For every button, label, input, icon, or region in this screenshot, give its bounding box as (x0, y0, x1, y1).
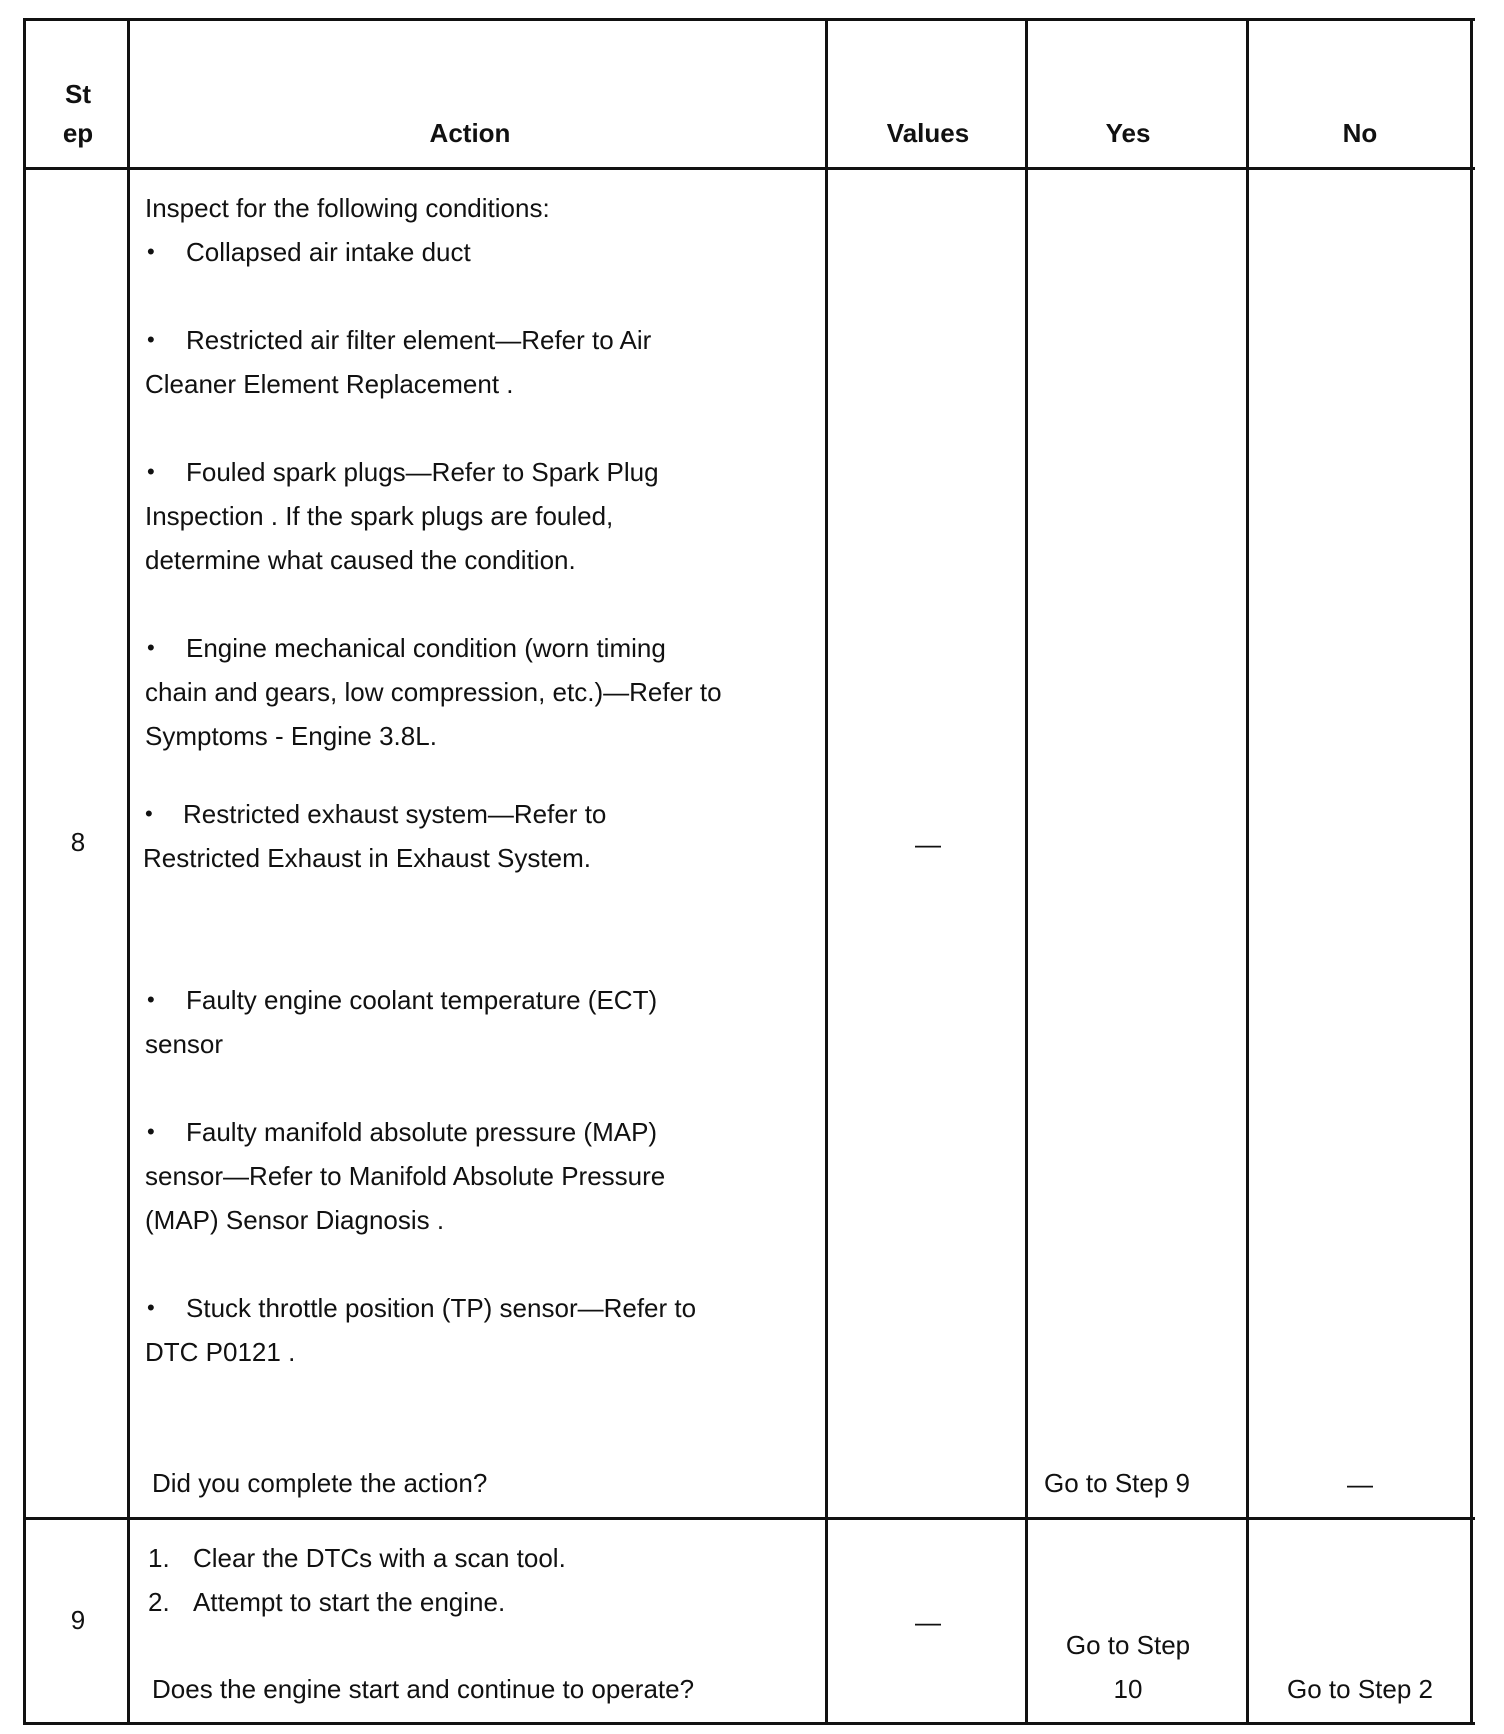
row-8-bullet-2-line-2: Cleaner Element Replacement . (145, 369, 514, 399)
row-8-bullet-2-line-1: Restricted air filter element—Refer to Air (186, 325, 652, 355)
row-9-values: — (915, 1607, 941, 1637)
row-8-values: — (915, 829, 941, 859)
row-8-bullet-7-line-2: sensor—Refer to Manifold Absolute Pressure (145, 1161, 666, 1191)
row-8-bullet-4-line-2: chain and gears, low compression, etc.)—Refer to (145, 677, 722, 707)
row-8-bullet-4-line-1: Engine mechanical condition (worn timing (186, 633, 666, 663)
row-9-yes-line-2: 10 (1113, 1674, 1143, 1704)
bullet-icon: • (147, 987, 155, 1012)
row-8-yes: Go to Step 9 (1044, 1468, 1190, 1498)
row-8-bullet-3-line-2: Inspection . If the spark plugs are fouled, (145, 501, 614, 531)
bullet-icon: • (147, 1119, 155, 1144)
row-8-bullet-5-line-1: Restricted exhaust system—Refer to (183, 799, 607, 829)
row-8-bullet-6-line-1: Faulty engine coolant temperature (ECT) (186, 985, 658, 1015)
row-8-question: Did you complete the action? (152, 1468, 488, 1498)
bullet-icon: • (147, 459, 155, 484)
row-9-yes-line-1: Go to Step (1065, 1630, 1191, 1660)
row-8-bullet-5-line-2: Restricted Exhaust in Exhaust System. (143, 843, 591, 873)
row-9-item-2-text: Attempt to start the engine. (193, 1587, 506, 1617)
row-8-bullet-1-line-1: Collapsed air intake duct (186, 237, 471, 267)
bullet-icon: • (147, 239, 155, 264)
row-8-bullet-7-line-3: (MAP) Sensor Diagnosis . (145, 1205, 445, 1235)
row-9-no: Go to Step 2 (1287, 1674, 1433, 1704)
bullet-icon: • (147, 1295, 155, 1320)
header-divider (23, 167, 1475, 170)
row-8-bullet-6-line-2: sensor (145, 1029, 224, 1059)
row-8-bullet-8-line-1: Stuck throttle position (TP) sensor—Refer to (186, 1293, 697, 1323)
table-border-top (23, 18, 1475, 21)
row-9-step: 9 (70, 1605, 86, 1635)
row-9-item-2-number: 2. (148, 1587, 170, 1617)
table-border-left (23, 18, 26, 1725)
column-divider-action (825, 18, 828, 1725)
column-divider-step (127, 18, 130, 1725)
row-8-no: — (1347, 1469, 1373, 1499)
bullet-icon: • (147, 327, 155, 352)
bullet-icon: • (145, 801, 153, 826)
row-9-item-1-text: Clear the DTCs with a scan tool. (193, 1543, 566, 1573)
row-8-bullet-3-line-3: determine what caused the condition. (145, 545, 576, 575)
row-9-question: Does the engine start and continue to operate? (152, 1674, 695, 1704)
column-divider-values (1025, 18, 1028, 1725)
header-no: No (1342, 118, 1378, 148)
row-divider (23, 1517, 1475, 1520)
row-8-bullet-8-line-2: DTC P0121 . (145, 1337, 296, 1367)
header-action: Action (429, 118, 511, 148)
header-step-line1: St (65, 79, 91, 109)
header-yes: Yes (1105, 118, 1151, 148)
row-8-bullet-4-line-3: Symptoms - Engine 3.8L. (145, 721, 437, 751)
header-values: Values (886, 118, 970, 148)
row-9-item-1-number: 1. (148, 1543, 170, 1573)
row-8-step: 8 (70, 827, 86, 857)
row-8-bullet-3-line-1: Fouled spark plugs—Refer to Spark Plug (186, 457, 659, 487)
header-step-line2: ep (62, 118, 94, 148)
row-8-bullet-7-line-1: Faulty manifold absolute pressure (MAP) (186, 1117, 658, 1147)
row-8-intro: Inspect for the following conditions: (145, 193, 550, 223)
bullet-icon: • (147, 635, 155, 660)
table-border-bottom (23, 1722, 1475, 1725)
